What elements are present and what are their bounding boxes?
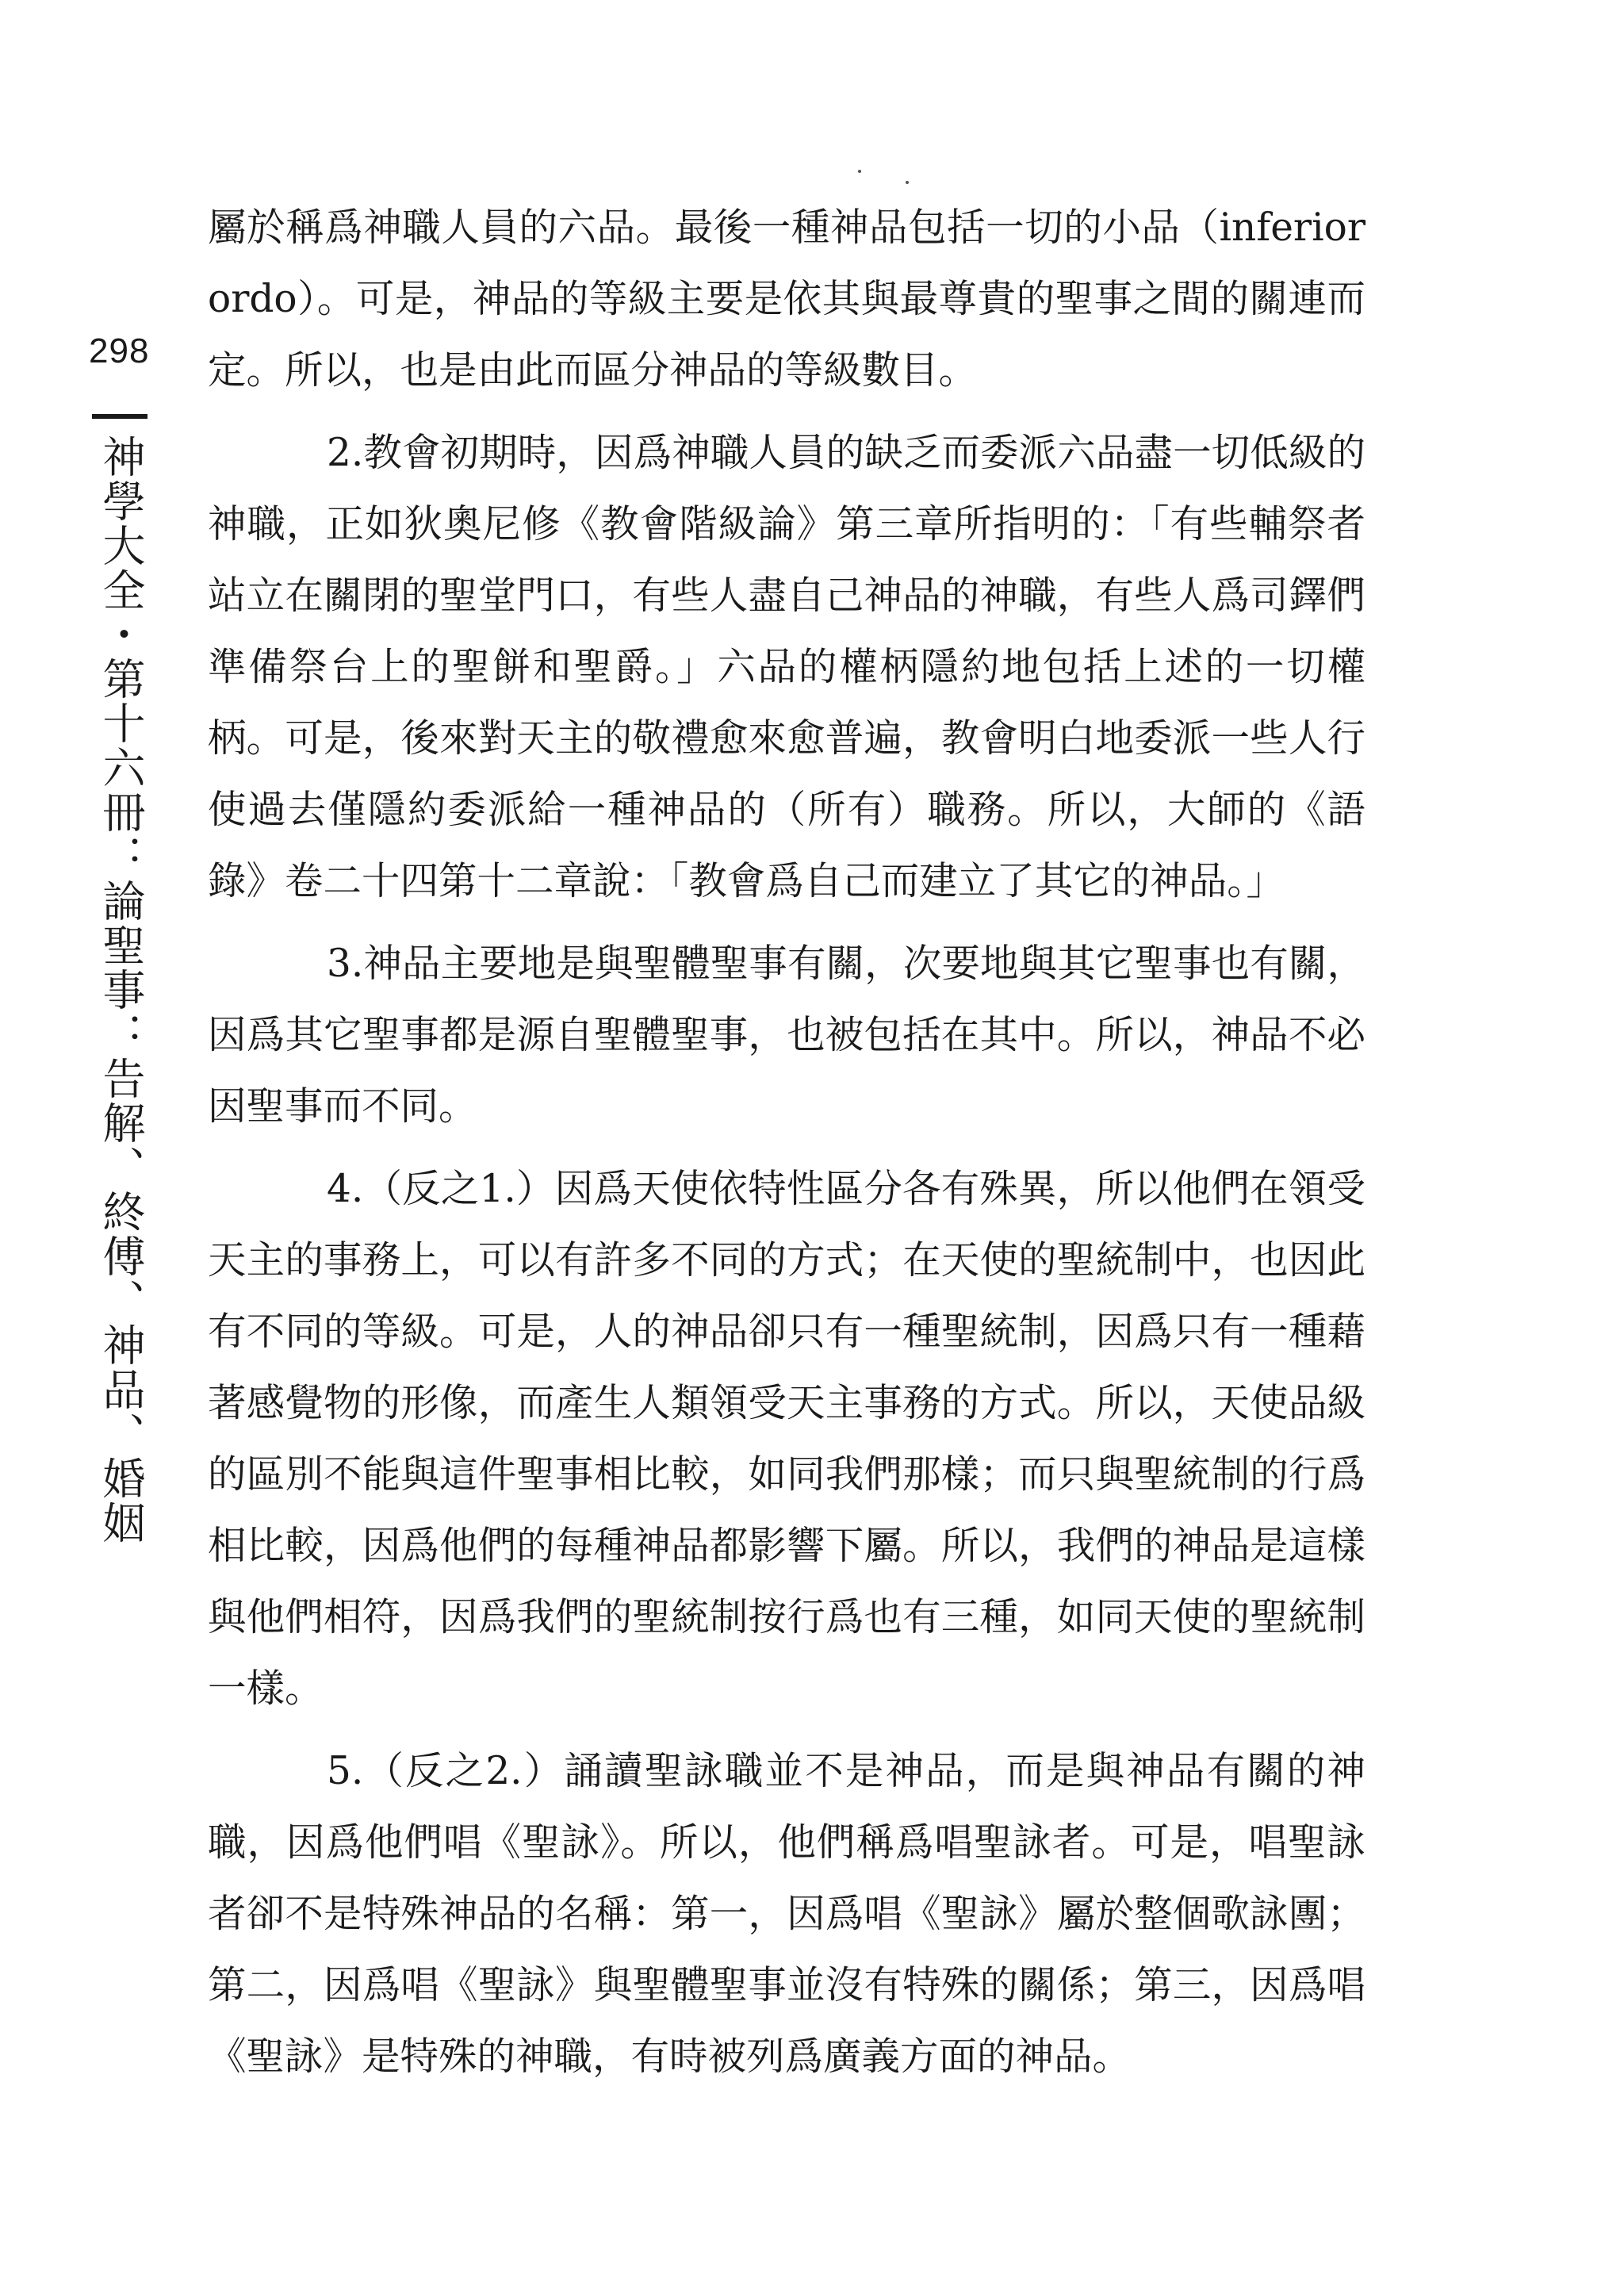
- paragraph-reply-4: 4.（反之1.）因爲天使依特性區分各有殊異，所以他們在領受天主的事務上，可以有許多不同的方式；在天使的聖統制中，也因此有不同的等級。可是，人的神品卻只有一種聖統制，因爲只有一種藉著感覺物的形像，而產生人類領受天主事務的方式。所以，天使品級的區別不能與這件聖事相比較，如同我們那樣；而只與聖統制的行爲相比較，因爲他們的每種神品都影響下屬。所以，我們的神品是這樣與他們相符，因爲我們的聖統制按行爲也有三種，如同天使的聖統制一樣。: [208, 1167, 1365, 1711]
- paragraph-continued: 屬於稱爲神職人員的六品。最後一種神品包括一切的小品（inferior ordo）。可是，神品的等級主要是依其與最尊貴的聖事之間的關連而定。所以，也是由此而區分神品的等級數目。: [208, 205, 1365, 393]
- margin-rule: [92, 414, 147, 419]
- running-title: 神學大全・第十六冊：論聖事：告解、終傅、神品、婚姻: [96, 435, 146, 1545]
- body-text: [208, 192, 1365, 2103]
- paragraph-reply-3: 3.神品主要地是與聖體聖事有關，次要地與其它聖事也有關，因爲其它聖事都是源自聖體聖事，也被包括在其中。所以，神品不必因聖事而不同。: [208, 941, 1365, 1129]
- scan-speck: [858, 170, 861, 173]
- scan-speck: [906, 181, 909, 184]
- paragraph-reply-5: 5.（反之2.）誦讀聖詠職並不是神品，而是與神品有關的神職，因爲他們唱《聖詠》。所以，他們稱爲唱聖詠者。可是，唱聖詠者卻不是特殊神品的名稱：第一，因爲唱《聖詠》屬於整個歌詠團；第二，因爲唱《聖詠》與聖體聖事並沒有特殊的關係；第三，因爲唱《聖詠》是特殊的神職，有時被列爲廣義方面的神品。: [208, 1749, 1365, 2079]
- paragraph-reply-2: 2.教會初期時，因爲神職人員的缺乏而委派六品盡一切低級的神職，正如狄奧尼修《教會階級論》第三章所指明的：「有些輔祭者站立在關閉的聖堂門口，有些人盡自己神品的神職，有些人爲司鐸們準備祭台上的聖餅和聖爵。」六品的權柄隱約地包括上述的一切權柄。可是，後來對天主的敬禮愈來愈普遍，教會明白地委派一些人行使過去僅隱約委派給一種神品的（所有）職務。所以，大師的《語錄》卷二十四第十二章說：「教會爲自己而建立了其它的神品。」: [208, 431, 1365, 903]
- page-number: 298: [89, 332, 150, 370]
